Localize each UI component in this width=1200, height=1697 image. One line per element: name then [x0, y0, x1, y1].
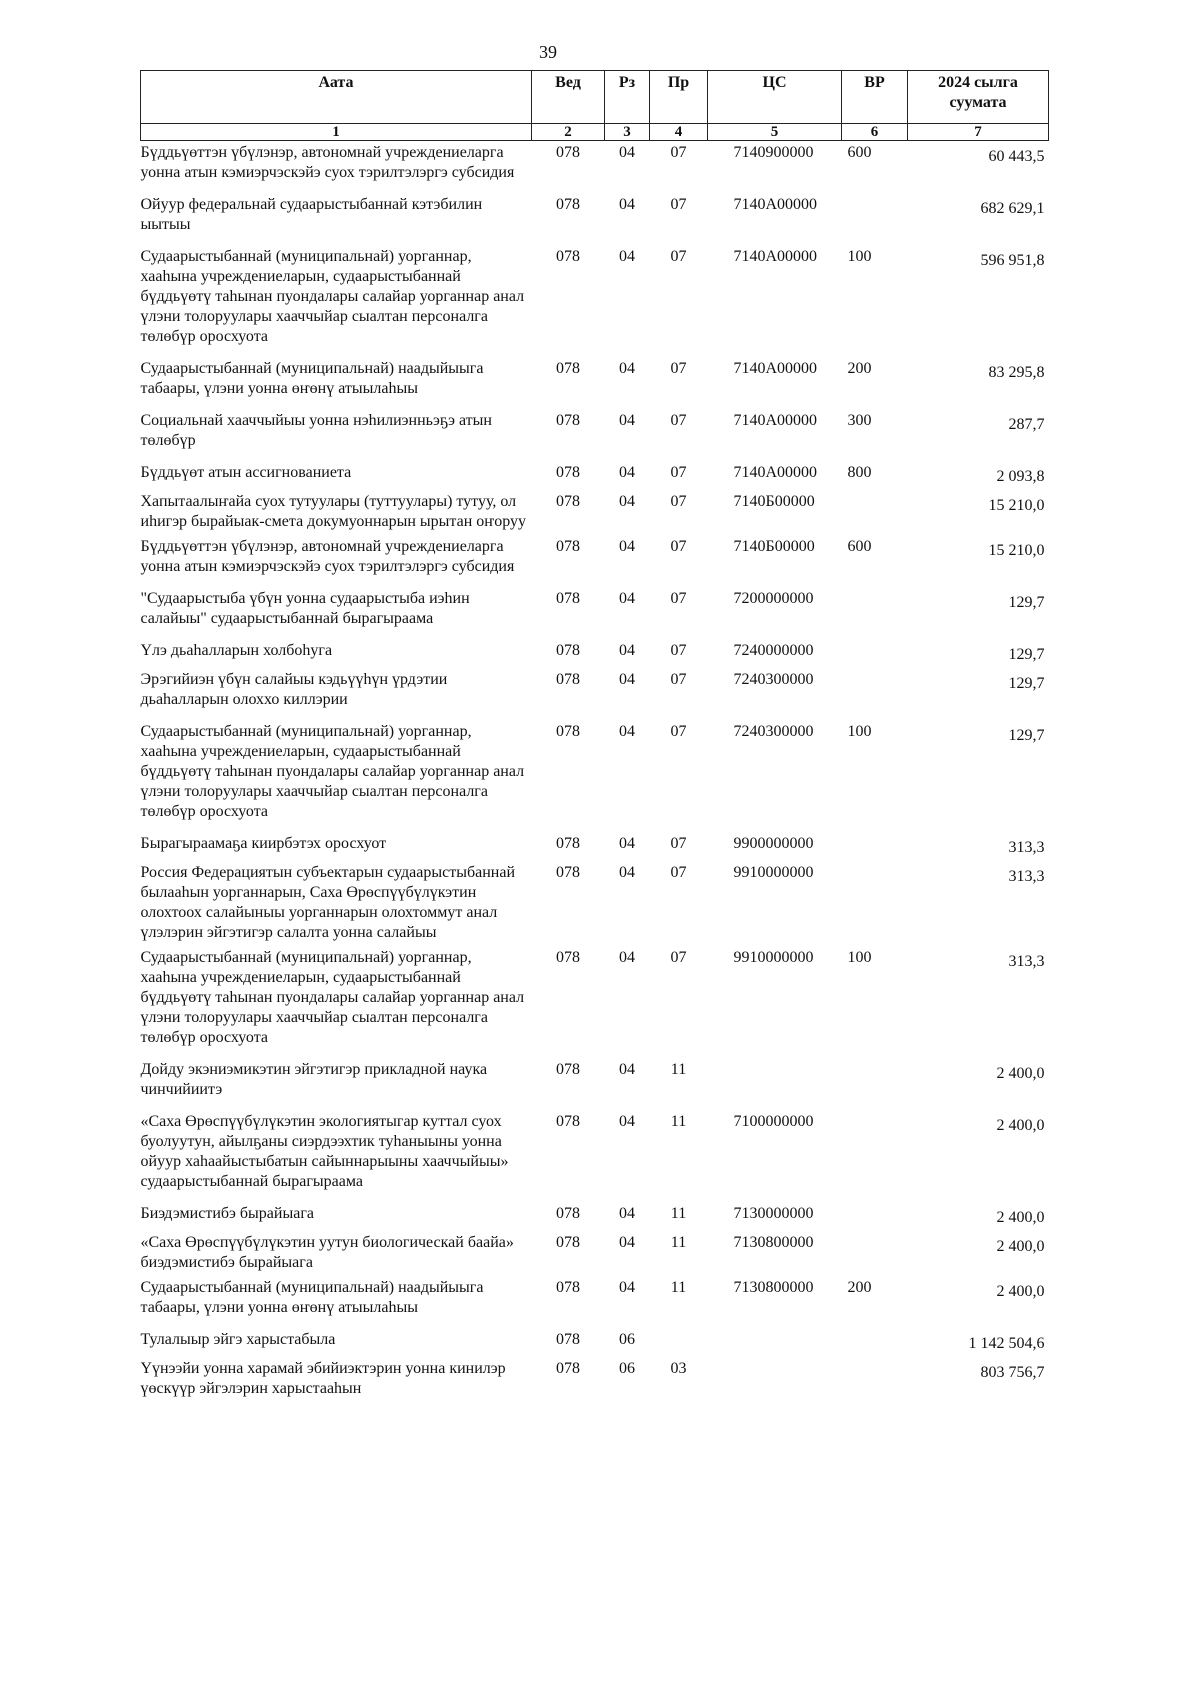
row-pr: 07 [670, 723, 687, 740]
row-ved: 078 [556, 493, 580, 510]
row-name: Судаарыстыбаннай (муниципальнай) уорганнар, хааһына учреждениеларын, судаарыстыбаннай бүддьүөтү таһынан пуондалары салайар уорганнар анал үлэни толоруулары хааччыйар сыалтан персоналга төлөбүр оросхуота [140, 949, 525, 1046]
row-cs: 7200000000 [733, 590, 814, 607]
row-sum: 129,7 [1008, 675, 1045, 692]
row-vr [842, 193, 908, 245]
row-name: «Саха Өрөспүүбүлүкэтин экологиятыгар куттал суох буолуутун, айылҕаны сиэрдээхтик туһаныыны уонна ойуур хаһаайыстыбатын сайыннарыыны хааччыйыы» судаарыстыбаннай бырагыраама [140, 1113, 509, 1190]
row-cs [708, 1328, 842, 1357]
row-name: Судаарыстыбаннай (муниципальнай) наадыйыыга табаары, үлэни уонна өҥөнү атыылаһыы [140, 360, 484, 397]
row-sum: 682 629,1 [980, 200, 1045, 217]
row-rz: 04 [619, 642, 635, 659]
row-sum: 129,7 [1008, 727, 1045, 744]
table-row [141, 861, 1049, 946]
row-vr [842, 668, 908, 720]
row-sum: 803 756,7 [980, 1364, 1045, 1381]
row-rz: 04 [619, 1113, 635, 1130]
table-row [141, 490, 1049, 535]
row-name: Социальнай хааччыйыы уонна нэһилиэнньэҕэ атын төлөбүр [140, 412, 492, 449]
row-vr: 600 [847, 144, 872, 161]
table-row [141, 193, 1049, 245]
row-name: Эрэгийиэн үбүн салайыы кэдьүүһүн үрдэтии дьаһалларын олоххо киллэрии [140, 671, 448, 708]
table-header [141, 71, 1049, 141]
row-vr [842, 1357, 908, 1402]
column-number: 3 [605, 124, 650, 141]
row-rz: 04 [619, 1061, 635, 1078]
row-vr [842, 861, 908, 946]
row-cs [708, 1357, 842, 1402]
table-row [141, 535, 1049, 587]
row-sum: 313,3 [1008, 953, 1045, 970]
row-cs: 9910000000 [733, 864, 814, 881]
row-rz: 04 [619, 864, 635, 881]
row-pr: 07 [670, 835, 687, 852]
header-sum: 2024 сылга суумата [908, 71, 1049, 124]
row-cs: 7130800000 [733, 1234, 814, 1251]
table-row [141, 832, 1049, 861]
row-ved: 078 [556, 1113, 580, 1130]
row-sum: 2 093,8 [996, 468, 1045, 485]
row-cs: 7140А00000 [733, 196, 818, 213]
row-vr [842, 490, 908, 535]
row-ved: 078 [556, 1279, 580, 1296]
row-pr: 07 [670, 538, 687, 555]
column-number: 5 [708, 124, 842, 141]
table-row [141, 1058, 1049, 1110]
header-cs: ЦС [708, 71, 842, 124]
column-number: 2 [532, 124, 605, 141]
row-ved: 078 [556, 1360, 580, 1377]
row-cs: 7130000000 [733, 1205, 814, 1222]
row-pr: 07 [670, 464, 687, 481]
budget-table [140, 70, 1049, 1402]
row-sum: 15 210,0 [988, 542, 1045, 559]
row-ved: 078 [556, 835, 580, 852]
row-pr: 11 [670, 1113, 687, 1130]
table-row [141, 245, 1049, 357]
row-name: Судаарыстыбаннай (муниципальнай) уорганнар, хааһына учреждениеларын, судаарыстыбаннай бүддьүөтү таһынан пуондалары салайар уорганнар анал үлэни толоруулары хааччыйар сыалтан персоналга төлөбүр оросхуота [140, 248, 525, 345]
table-row [141, 720, 1049, 832]
row-name: Бүддьүөттэн үбүлэнэр, автономнай учреждениеларга уонна атын кэмиэрчэскэйэ суох тэрилтэлэргэ субсидия [140, 538, 515, 575]
table-row [141, 668, 1049, 720]
row-pr: 07 [670, 412, 687, 429]
row-cs: 9910000000 [733, 949, 814, 966]
row-sum: 313,3 [1008, 839, 1045, 856]
row-sum: 60 443,5 [988, 148, 1045, 165]
row-pr [650, 1328, 708, 1357]
row-pr: 07 [670, 864, 687, 881]
row-name: Биэдэмистибэ бырайыага [140, 1205, 314, 1222]
row-sum: 2 400,0 [996, 1283, 1045, 1300]
row-pr: 07 [670, 493, 687, 510]
row-pr: 07 [670, 196, 687, 213]
row-vr [842, 1202, 908, 1231]
row-rz: 04 [619, 835, 635, 852]
row-cs: 7140А00000 [733, 360, 818, 377]
row-rz: 04 [619, 590, 635, 607]
page-number: 39 [539, 42, 557, 62]
row-ved: 078 [556, 1234, 580, 1251]
row-cs: 7140А00000 [733, 412, 818, 429]
table-row [141, 639, 1049, 668]
row-rz: 04 [619, 723, 635, 740]
row-cs: 7140А00000 [733, 464, 818, 481]
row-vr: 200 [847, 1279, 872, 1296]
row-ved: 078 [556, 248, 580, 265]
row-cs: 7140А00000 [733, 248, 818, 265]
row-cs [708, 1058, 842, 1110]
row-ved: 078 [556, 196, 580, 213]
row-rz: 04 [619, 671, 635, 688]
row-ved: 078 [556, 949, 580, 966]
row-sum: 313,3 [1008, 868, 1045, 885]
header-ved: Вед [532, 71, 605, 124]
row-ved: 078 [556, 864, 580, 881]
row-name: Хапытаалыҥайа суох тутуулары (туттуулары) тутуу, ол иһигэр бырайыак-смета докумуоннарын ырытан оҥоруу [140, 493, 527, 530]
row-vr: 600 [847, 538, 872, 555]
row-vr [842, 1231, 908, 1276]
row-vr [842, 1058, 908, 1110]
row-sum: 2 400,0 [996, 1065, 1045, 1082]
row-pr: 11 [670, 1234, 687, 1251]
row-rz: 04 [619, 1234, 635, 1251]
row-vr [842, 1328, 908, 1357]
row-ved: 078 [556, 1061, 580, 1078]
header-rz: Рз [605, 71, 650, 124]
table-body [141, 141, 1049, 1403]
table-row [141, 1328, 1049, 1357]
row-cs: 7100000000 [733, 1113, 814, 1130]
row-sum: 2 400,0 [996, 1117, 1045, 1134]
table-row [141, 1202, 1049, 1231]
row-cs: 7240000000 [733, 642, 814, 659]
row-ved: 078 [556, 538, 580, 555]
table-row [141, 409, 1049, 461]
row-cs: 7240300000 [733, 723, 814, 740]
row-pr: 03 [670, 1360, 687, 1377]
table-row [141, 1357, 1049, 1402]
row-cs: 7140Б00000 [733, 493, 815, 510]
row-vr [842, 832, 908, 861]
row-vr [842, 639, 908, 668]
table-row [141, 141, 1049, 194]
row-name: Ойуур федеральнай судаарыстыбаннай кэтэбилин ыытыы [140, 196, 483, 233]
row-vr: 200 [847, 360, 872, 377]
row-rz: 04 [619, 360, 635, 377]
column-number: 7 [908, 124, 1049, 141]
row-ved: 078 [556, 144, 580, 161]
row-ved: 078 [556, 360, 580, 377]
column-number: 6 [842, 124, 908, 141]
row-sum: 129,7 [1008, 594, 1045, 611]
header-row [141, 71, 1049, 124]
column-number: 1 [141, 124, 532, 141]
row-pr: 11 [670, 1205, 687, 1222]
row-vr [842, 587, 908, 639]
row-sum: 2 400,0 [996, 1209, 1045, 1226]
row-cs: 7240300000 [733, 671, 814, 688]
row-ved: 078 [556, 464, 580, 481]
row-pr: 07 [670, 590, 687, 607]
table-row [141, 461, 1049, 490]
row-name: Судаарыстыбаннай (муниципальнай) уорганнар, хааһына учреждениеларын, судаарыстыбаннай бүддьүөтү таһынан пуондалары салайар уорганнар анал үлэни толоруулары хааччыйар сыалтан персоналга төлөбүр оросхуота [140, 723, 525, 820]
header-name: Аата [141, 71, 532, 124]
column-number-row [141, 124, 1049, 141]
row-vr: 800 [847, 464, 872, 481]
row-ved: 078 [556, 412, 580, 429]
table-row [141, 946, 1049, 1058]
row-name: Үүнээйи уонна харамай эбийиэктэрин уонна кинилэр үөскүүр эйгэлэрин харыстааһын [140, 1360, 506, 1397]
row-name: Тулалыыр эйгэ харыстабыла [140, 1331, 336, 1348]
row-ved: 078 [556, 590, 580, 607]
row-rz: 04 [619, 1205, 635, 1222]
row-ved: 078 [556, 1331, 580, 1348]
table-row [141, 587, 1049, 639]
row-pr: 11 [670, 1061, 687, 1078]
header-vr: ВР [842, 71, 908, 124]
row-name: Бырагыраамаҕа киирбэтэх оросхуот [140, 835, 387, 852]
row-rz: 06 [619, 1331, 635, 1348]
row-rz: 04 [619, 493, 635, 510]
row-rz: 04 [619, 144, 635, 161]
header-pr: Пр [650, 71, 708, 124]
row-pr: 07 [670, 671, 687, 688]
row-name: "Судаарыстыба үбүн уонна судаарыстыба иэһин салайыы" судаарыстыбаннай бырагыраама [140, 590, 470, 627]
row-sum: 287,7 [1008, 416, 1045, 433]
row-rz: 04 [619, 949, 635, 966]
row-rz: 06 [619, 1360, 635, 1377]
row-vr: 100 [847, 949, 872, 966]
row-ved: 078 [556, 671, 580, 688]
row-cs: 7140900000 [733, 144, 814, 161]
row-vr: 100 [847, 723, 872, 740]
row-rz: 04 [619, 538, 635, 555]
row-ved: 078 [556, 1205, 580, 1222]
column-number: 4 [650, 124, 708, 141]
row-pr: 07 [670, 360, 687, 377]
table-row [141, 1231, 1049, 1276]
row-pr: 07 [670, 642, 687, 659]
row-vr [842, 1110, 908, 1202]
table-row [141, 1110, 1049, 1202]
row-pr: 07 [670, 949, 687, 966]
row-rz: 04 [619, 196, 635, 213]
row-sum: 129,7 [1008, 646, 1045, 663]
row-name: Бүддьүөт атын ассигнованиета [140, 464, 352, 481]
row-pr: 07 [670, 248, 687, 265]
row-name: Бүддьүөттэн үбүлэнэр, автономнай учреждениеларга уонна атын кэмиэрчэскэйэ суох тэрилтэлэргэ субсидия [140, 144, 515, 181]
row-sum: 15 210,0 [988, 497, 1045, 514]
table-row [141, 357, 1049, 409]
row-cs: 9900000000 [733, 835, 814, 852]
row-rz: 04 [619, 412, 635, 429]
row-ved: 078 [556, 723, 580, 740]
row-rz: 04 [619, 248, 635, 265]
row-cs: 7140Б00000 [733, 538, 815, 555]
row-name: «Саха Өрөспүүбүлүкэтин уутун биологическай баайа» биэдэмистибэ бырайыага [140, 1234, 514, 1271]
row-rz: 04 [619, 1279, 635, 1296]
row-name: Россия Федерациятын субъектарын судаарыстыбаннай былааһын уорганнарын, Саха Өрөспүүбүлүкэтин олохтоох салайыныы уорганнарын олохтоммут анал үлэлэрин эйгэтигэр салалта уонна салайыы [140, 864, 515, 941]
row-sum: 1 142 504,6 [968, 1335, 1045, 1352]
row-cs: 7130800000 [733, 1279, 814, 1296]
row-sum: 596 951,8 [980, 252, 1045, 269]
row-rz: 04 [619, 464, 635, 481]
row-name: Дойду экэниэмикэтин эйгэтигэр прикладной наука чинчийиитэ [140, 1061, 488, 1098]
row-name: Судаарыстыбаннай (муниципальнай) наадыйыыга табаары, үлэни уонна өҥөнү атыылаһыы [140, 1279, 484, 1316]
row-sum: 83 295,8 [988, 364, 1045, 381]
table-row [141, 1276, 1049, 1328]
row-ved: 078 [556, 642, 580, 659]
row-vr: 100 [847, 248, 872, 265]
row-name: Үлэ дьаһалларын холбоһуга [140, 642, 333, 659]
row-pr: 07 [670, 144, 687, 161]
row-sum: 2 400,0 [996, 1238, 1045, 1255]
row-pr: 11 [670, 1279, 687, 1296]
row-vr: 300 [847, 412, 872, 429]
